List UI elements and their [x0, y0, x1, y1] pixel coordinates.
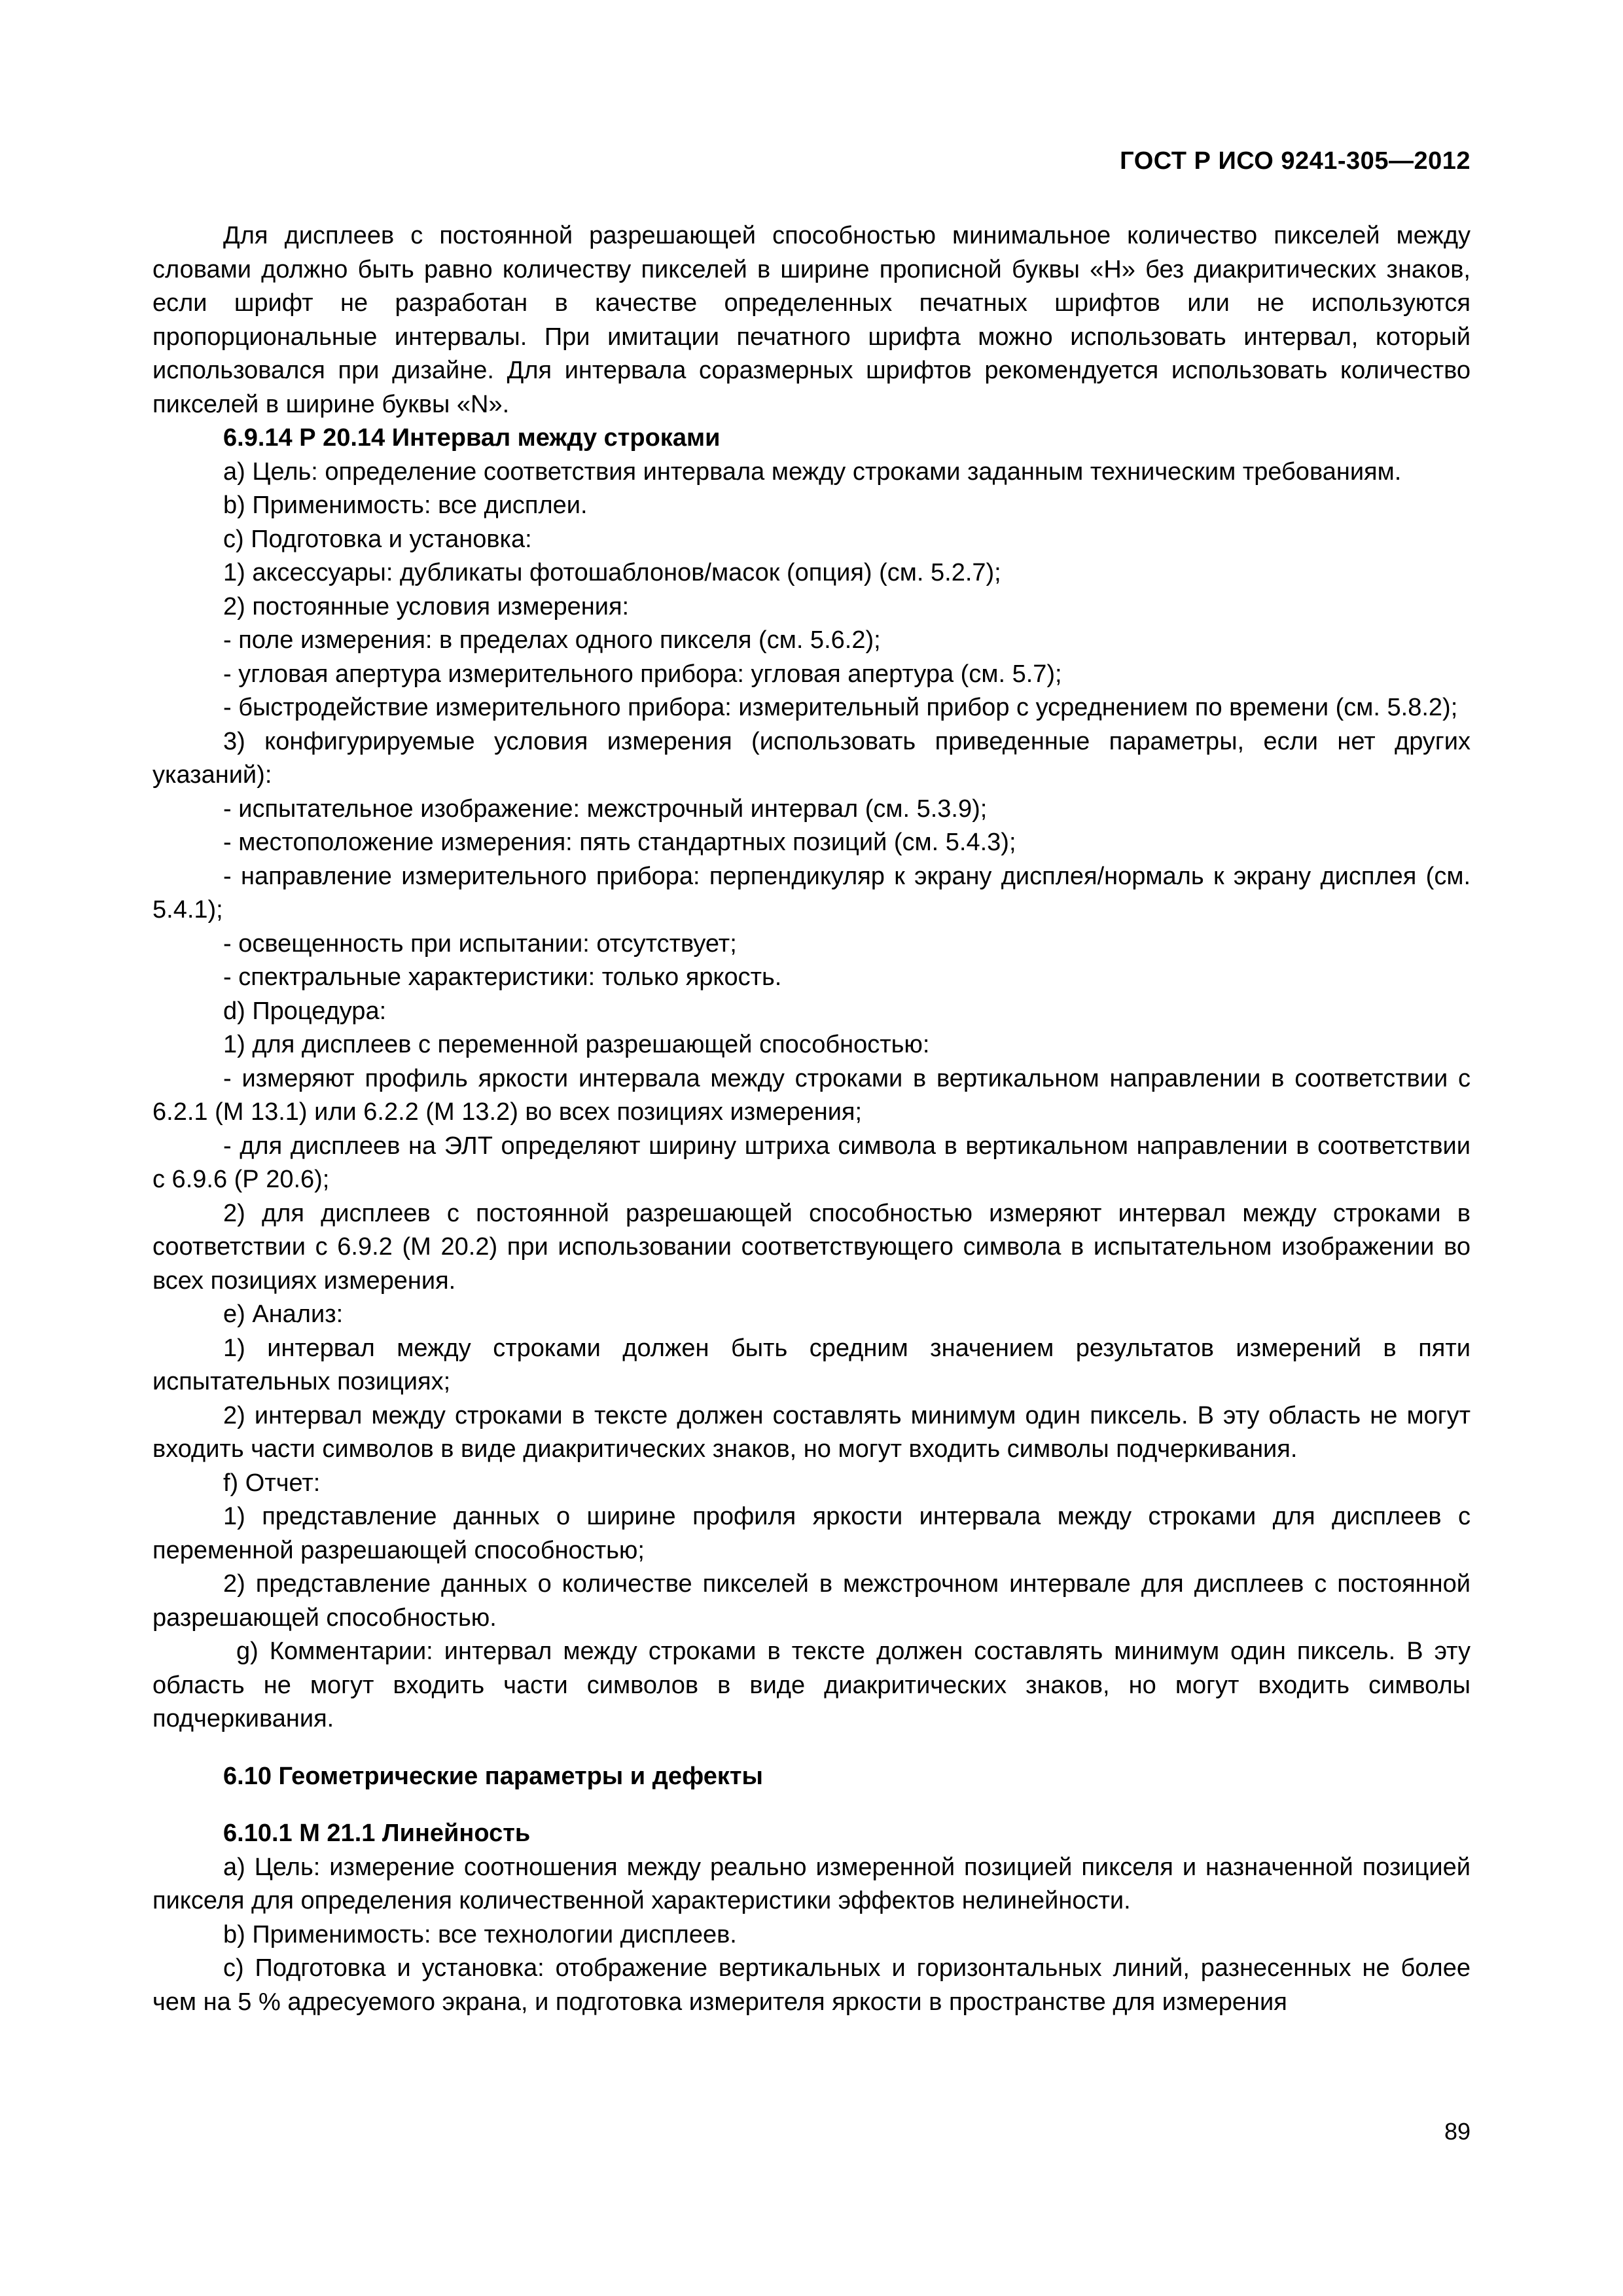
paragraph: 2) постоянные условия измерения: [223, 592, 630, 620]
paragraph: 1) представление данных о ширине профиля яркости интервала между строками для дисплеев с переменной разрешающей способностью; [152, 1503, 1471, 1564]
paragraph: 1) аксессуары: дубликаты фотошаблонов/масок (опция) (см. 5.2.7); [223, 559, 1001, 586]
paragraph: e) Анализ: [223, 1300, 344, 1328]
paragraph: 1) для дисплеев с переменной разрешающей способностью: [223, 1031, 930, 1058]
paragraph: 2) представление данных о количестве пикселей в межстрочном интервале для дисплеев с постоянной разрешающей способностью. [152, 1570, 1471, 1632]
paragraph: 1) интервал между строками должен быть средним значением результатов измерений в пяти испытательных позициях; [152, 1334, 1471, 1395]
document-code-header: ГОСТ Р ИСО 9241-305—2012 [1120, 147, 1471, 175]
list-item: - угловая апертура измерительного прибора: угловая апертура (см. 5.7); [223, 660, 1062, 688]
section-heading-6-10-1: 6.10.1 М 21.1 Линейность [223, 1820, 531, 1847]
paragraph: 2) для дисплеев с постоянной разрешающей способностью измеряют интервал между строками в соответствии с 6.9.2 (М 20.2) при использовании соответствующего символа в испытательном изображении во всех позициях измерения. [152, 1199, 1471, 1295]
paragraph: b) Применимость: все дисплеи. [223, 492, 588, 519]
paragraph-intro: Для дисплеев с постоянной разрешающей способностью минимальное количество пикселей между словами должно быть равно количеству пикселей в ширине прописной буквы «Н» без диакритических знаков, если шрифт не разработан в качестве определенных печатных шрифтов или не используются пропорциональные интервалы. При имитации печатного шрифта можно использовать интервал, который использовался при дизайне. Для интервала соразмерных шрифтов рекомендуется использовать количество пикселей в ширине буквы «N». [152, 222, 1471, 418]
section-heading-6-10: 6.10 Геометрические параметры и дефекты [223, 1762, 763, 1790]
list-item: - быстродействие измерительного прибора: измерительный прибор с усреднением по времени (см. 5.8.2); [223, 694, 1458, 721]
list-item: - поле измерения: в пределах одного пикселя (см. 5.6.2); [223, 626, 881, 654]
paragraph: a) Цель: определение соответствия интервала между строками заданным техническим требованиям. [223, 457, 1402, 486]
paragraph: f) Отчет: [223, 1469, 321, 1497]
list-item: - измеряют профиль яркости интервала между строками в вертикальном направлении в соответствии с 6.2.1 (М 13.1) или 6.2.2 (М 13.2) во всех позициях измерения; [152, 1064, 1471, 1126]
spacer [152, 1736, 1471, 1760]
list-item: - местоположение измерения: пять стандартных позиций (см. 5.4.3); [223, 829, 1016, 856]
paragraph: b) Применимость: все технологии дисплеев. [223, 1920, 737, 1948]
list-item: - спектральные характеристики: только яркость. [223, 963, 782, 991]
list-item: - испытательное изображение: межстрочный интервал (см. 5.3.9); [223, 795, 988, 823]
body-text [152, 219, 1471, 2019]
paragraph: g) Комментарии: интервал между строками в тексте должен составлять минимум один пиксель. В эту область не могут входить части символов в виде диакритических знаков, но могут входить символы подчеркивания. [152, 1638, 1471, 1732]
page-number: 89 [1444, 2118, 1471, 2145]
paragraph: 2) интервал между строками в тексте должен составлять минимум один пиксель. В эту область не могут входить части символов в виде диакритических знаков, но могут входить символы подчеркивания. [152, 1401, 1471, 1463]
paragraph: d) Процедура: [223, 997, 387, 1025]
list-item: - направление измерительного прибора: перпендикуляр к экрану дисплея/нормаль к экрану дисплея (см. 5.4.1); [152, 862, 1471, 924]
section-heading-6-9-14: 6.9.14 Р 20.14 Интервал между строками [223, 424, 721, 452]
spacer [152, 1793, 1471, 1817]
paragraph: a) Цель: измерение соотношения между реально измеренной позицией пикселя и назначенной позицией пикселя для определения количественной характеристики эффектов нелинейности. [152, 1853, 1471, 1914]
paragraph: 3) конфигурируемые условия измерения (использовать приведенные параметры, если нет других указаний): [152, 727, 1471, 789]
list-item: - для дисплеев на ЭЛТ определяют ширину штриха символа в вертикальном направлении в соответствии с 6.9.6 (Р 20.6); [152, 1132, 1471, 1193]
paragraph: c) Подготовка и установка: [223, 525, 532, 553]
list-item: - освещенность при испытании: отсутствует; [223, 929, 737, 958]
paragraph: c) Подготовка и установка: отображение вертикальных и горизонтальных линий, разнесенных не более чем на 5 % адресуемого экрана, и подготовка измерителя яркости в пространстве для измерения [152, 1954, 1471, 2016]
